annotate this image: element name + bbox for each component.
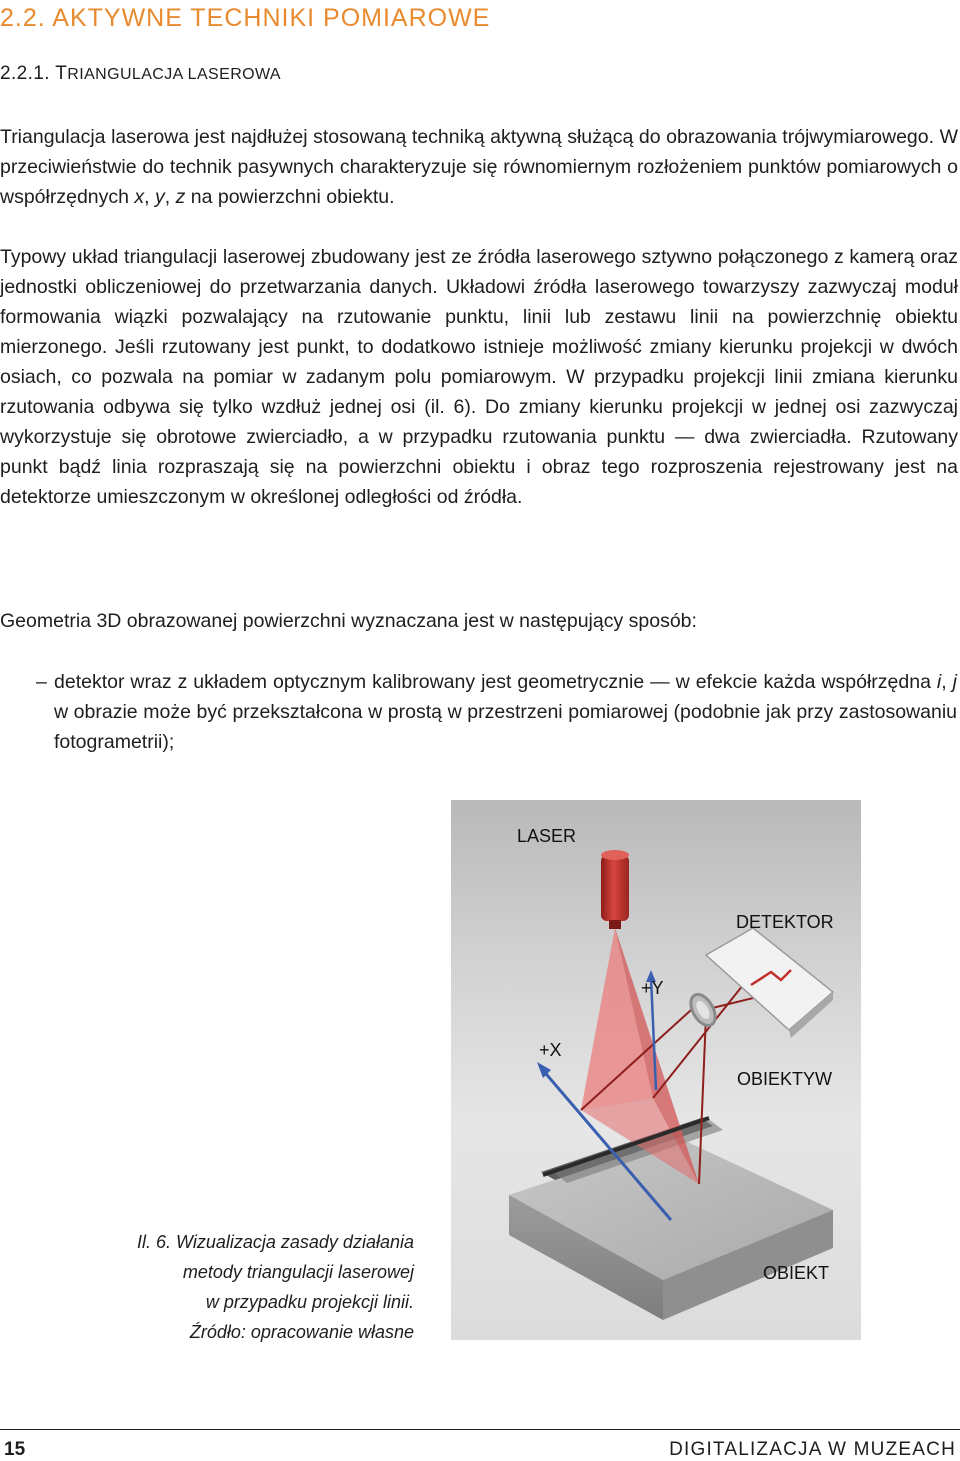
coord-sep-1: , bbox=[144, 186, 155, 208]
paragraph-geometry: Geometria 3D obrazowanej powierzchni wyznaczana jest w następujący sposób: bbox=[0, 610, 697, 632]
bullet-text-b: w obrazie może być przekształcona w prostą w przestrzeni pomiarowej (podobnie jak przy zastosowaniu fotogrametrii); bbox=[54, 701, 957, 753]
laser-source bbox=[601, 850, 629, 929]
journal-title: DIGITALIZACJA W MUZEACH bbox=[669, 1439, 956, 1460]
coord-sep-2: , bbox=[164, 186, 176, 208]
laser-beam bbox=[543, 928, 709, 1184]
label-laser: LASER bbox=[517, 826, 577, 846]
coord-j: j bbox=[952, 671, 957, 693]
caption-line-3: w przypadku projekcji linii. bbox=[205, 1292, 414, 1312]
paragraph-intro bbox=[0, 122, 958, 212]
coord-z: z bbox=[175, 186, 186, 208]
subsection-heading bbox=[0, 63, 281, 85]
label-lens: OBIEKTYW bbox=[737, 1069, 833, 1089]
coord-x: x bbox=[134, 186, 145, 208]
caption-line-2: metody triangulacji laserowej bbox=[182, 1262, 414, 1282]
label-plus-y: +Y bbox=[641, 978, 664, 998]
coord-y: y bbox=[155, 186, 165, 208]
label-detector: DETEKTOR bbox=[736, 912, 834, 932]
page-number: 15 bbox=[4, 1439, 26, 1460]
paragraph-intro-text: Triangulacja laserowa jest najdłużej stosowaną techniką aktywną służącą do obrazowania trójwymiarowego. W przeciwieństwie do technik pasywnych charakteryzuje się równomiernym rozłożeniem punktów pomiarowych o współrzędnych bbox=[0, 126, 958, 208]
coord-sep: , bbox=[941, 671, 953, 693]
detector-plate bbox=[706, 928, 833, 1038]
paragraph-setup: Typowy układ triangulacji laserowej zbudowany jest ze źródła laserowego sztywno połączonego z kamerą oraz jednostki obliczeniowej do przetwarzania danych. Układowi źródła laserowego towarzyszy zazwyczaj moduł formowania wiązki pozwalający na rzutowanie punktu, linii lub zestawu linii na powierzchnię obiektu mierzonego. Jeśli rzutowany jest punkt, to dodatkowo istnieje możliwość zmiany kierunku projekcji w dwóch osiach, co pozwala na pomiar w zadanym polu pomiarowym. W przypadku projekcji linii zmiana kierunku rzutowania odbywa się tylko wzdłuż jednej osi (il. 6). Do zmiany kierunku projekcji w jednej osi zazwyczaj wykorzystuje się obrotowe zwierciadło, a w przypadku rzutowania punktu — dwa zwierciadła. Rzutowany punkt bądź linia rozpraszają się na powierzchni obiektu i obraz tego rozproszenia rejestrowany jest na detektorze umieszczonym w określonej odległości od źródła. bbox=[0, 246, 958, 508]
lens bbox=[686, 990, 720, 1029]
label-object: OBIEKT bbox=[763, 1263, 830, 1283]
bullet-text-a: detektor wraz z układem optycznym kalibrowany jest geometrycznie — w efekcie każda współrzędna bbox=[54, 671, 937, 693]
bullet-dash: – bbox=[36, 671, 47, 693]
section-number: 2.2. bbox=[0, 4, 46, 32]
figure-caption bbox=[74, 1227, 414, 1347]
triangulation-illustration bbox=[451, 800, 861, 1340]
paragraph-intro-end: na powierzchni obiektu. bbox=[185, 186, 395, 208]
triangulation-figure bbox=[451, 800, 861, 1340]
coord-i: i bbox=[936, 671, 942, 693]
subsection-title-rest: RIANGULACJA LASEROWA bbox=[67, 66, 281, 83]
subsection-title-initial: T bbox=[55, 63, 68, 84]
subsection-number: 2.2.1. bbox=[0, 63, 50, 84]
bullet-text bbox=[54, 667, 957, 757]
caption-line-4: Źródło: opracowanie własne bbox=[189, 1322, 414, 1342]
caption-line-1: Il. 6. Wizualizacja zasady działania bbox=[137, 1232, 414, 1252]
section-title: AKTYWNE TECHNIKI POMIAROWE bbox=[52, 4, 491, 32]
label-plus-x: +X bbox=[539, 1040, 562, 1060]
footer-divider bbox=[0, 1429, 960, 1430]
section-heading bbox=[0, 4, 490, 33]
